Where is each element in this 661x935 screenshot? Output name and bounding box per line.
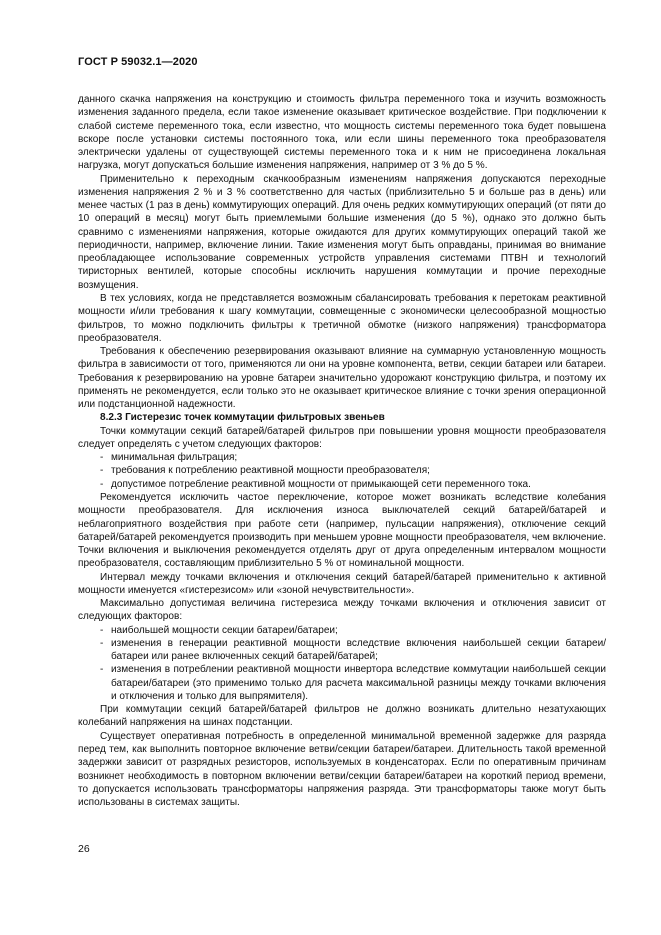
list-dash: - [100, 637, 104, 649]
list-item [78, 478, 606, 491]
paragraph: Рекомендуется исключить частое переключение, которое может возникать вследствие колебания мощности преобразователя. Для исключения износа выключателей секций батарей/батарей и неблагоприятного воздействия при работе сети (например, пульсации напряжения), отключение секций батарей/батарей рекомендуется производить при меньшем уровне мощности преобразователя, чем включение. Точки включения и выключения рекомендуется отделять друг от друга определенным интервалом мощности преобразователя, составляющим приблизительно 5 % от номинальной мощности. [78, 491, 606, 570]
list-item [78, 637, 606, 664]
list-item-text: минимальная фильтрация; [111, 452, 238, 464]
document-header: ГОСТ Р 59032.1—2020 [78, 56, 198, 68]
paragraph: данного скачка напряжения на конструкцию и стоимость фильтра переменного тока и изучить возможность изменения заданного предела, если такое изменение оказывает критическое воздействие. При подключении к слабой системе переменного тока, если известно, что мощность системы переменного тока будет повышена вскоре после установки системы постоянного тока, или если шины переменного тока преобразователя электрически удалены от существующей системы переменного тока и к ним не присоединена локальная нагрузка, могут допускаться большие изменения напряжения, например от 3 % до 5 %. [78, 94, 606, 172]
list-item [78, 451, 606, 464]
list-item [78, 663, 606, 703]
list-dash: - [100, 624, 104, 636]
list-item-text: допустимое потребление реактивной мощности от примыкающей сети переменного тока. [111, 478, 531, 490]
list-dash: - [100, 465, 104, 477]
list-dash: - [100, 452, 104, 464]
document-body [78, 93, 606, 809]
paragraph: Применительно к переходным скачкообразным изменениям напряжения допускаются переходные изменения напряжения 2 % и 3 % соответственно для частых (приблизительно 5 и больше раз в день) или менее частых (1 раз в день) коммутирующих операций. Для очень редких коммутирующих операций (от пяти до 10 операций в месяц) могут быть приемлемыми большие изменения (до 5 %), однако это должно быть сравнимо с изменениями напряжения, которые ожидаются для других коммутирующих операций такой же периодичности, например, включение линии. Такие изменения могут быть оправданы, принимая во внимание преобладающее использование современных устройств управления системами ПТВН и технологий тиристорных вентилей, которые способны исключить нарушения коммутации и прочие переходные возмущения. [78, 173, 606, 291]
list-item-text: требования к потреблению реактивной мощности преобразователя; [111, 465, 430, 477]
list-dash: - [100, 478, 104, 490]
list-item-text: изменения в потреблении реактивной мощности инвертора вследствие коммутации наибольшей секции батареи/батареи (это применимо только для расчета максимальной разницы между точками включения и отключения и только для выпрямителя). [111, 664, 606, 702]
paragraph: Максимально допустимая величина гистерезиса между точками включения и отключения зависит от следующих факторов: [78, 598, 606, 623]
paragraph: Интервал между точками включения и отключения секций батарей/батарей применительно к активной мощности именуется «гистерезисом» или «зоной нечувствительности». [78, 571, 606, 596]
paragraph: При коммутации секций батарей/батарей фильтров не должно возникать длительно незатухающих колебаний напряжения на шинах подстанции. [78, 704, 606, 729]
paragraph: Требования к обеспечению резервирования оказывают влияние на суммарную установленную мощность фильтра в зависимости от того, применяются ли они на уровне компонента, ветви, секции батареи или батареи. Требования к резервированию на уровне батареи значительно удорожают конструкцию фильтра, и поэтому их применять не рекомендуется, если только это не оказывает критическое влияние с точки зрения операционной или подстанционной надежности. [78, 346, 606, 411]
page-number: 26 [78, 843, 90, 855]
paragraph: Точки коммутации секций батарей/батарей фильтров при повышении уровня мощности преобразователя следует определять с учетом следующих факторов: [78, 425, 606, 450]
paragraph: В тех условиях, когда не представляется возможным сбалансировать требования к перетокам реактивной мощности и/или требования к шагу коммутации, совмещенные с экономически целесообразной мощностью фильтров, то можно подключить фильтры к третичной обмотке (низкого напряжения) трансформатора преобразователя. [78, 292, 606, 344]
paragraph: Существует оперативная потребность в определенной минимальной временной задержке для разряда перед тем, как выполнить повторное включение ветви/секции батареи/батареи. Длительность такой временной задержки зависит от разрядных резисторов, используемых в конденсаторах. Если по оперативным причинам возникнет необходимость в повторном включении ветви/секции батареи/батареи на короткий период времени, то допускается использовать трансформаторы напряжения разряда. Эти трансформаторы также могут быть использованы в системах защиты. [78, 730, 606, 809]
list-dash: - [100, 664, 104, 676]
list-item [78, 624, 606, 637]
section-heading: 8.2.3 Гистерезис точек коммутации фильтровых звеньев [100, 412, 385, 424]
list-item [78, 464, 606, 477]
list-item-text: наибольшей мощности секции батареи/батареи; [111, 624, 338, 636]
list-item-text: изменения в генерации реактивной мощности вследствие включения наибольшей секции батареи/батареи или ранее включенных секций батарей/батарей; [111, 637, 606, 663]
